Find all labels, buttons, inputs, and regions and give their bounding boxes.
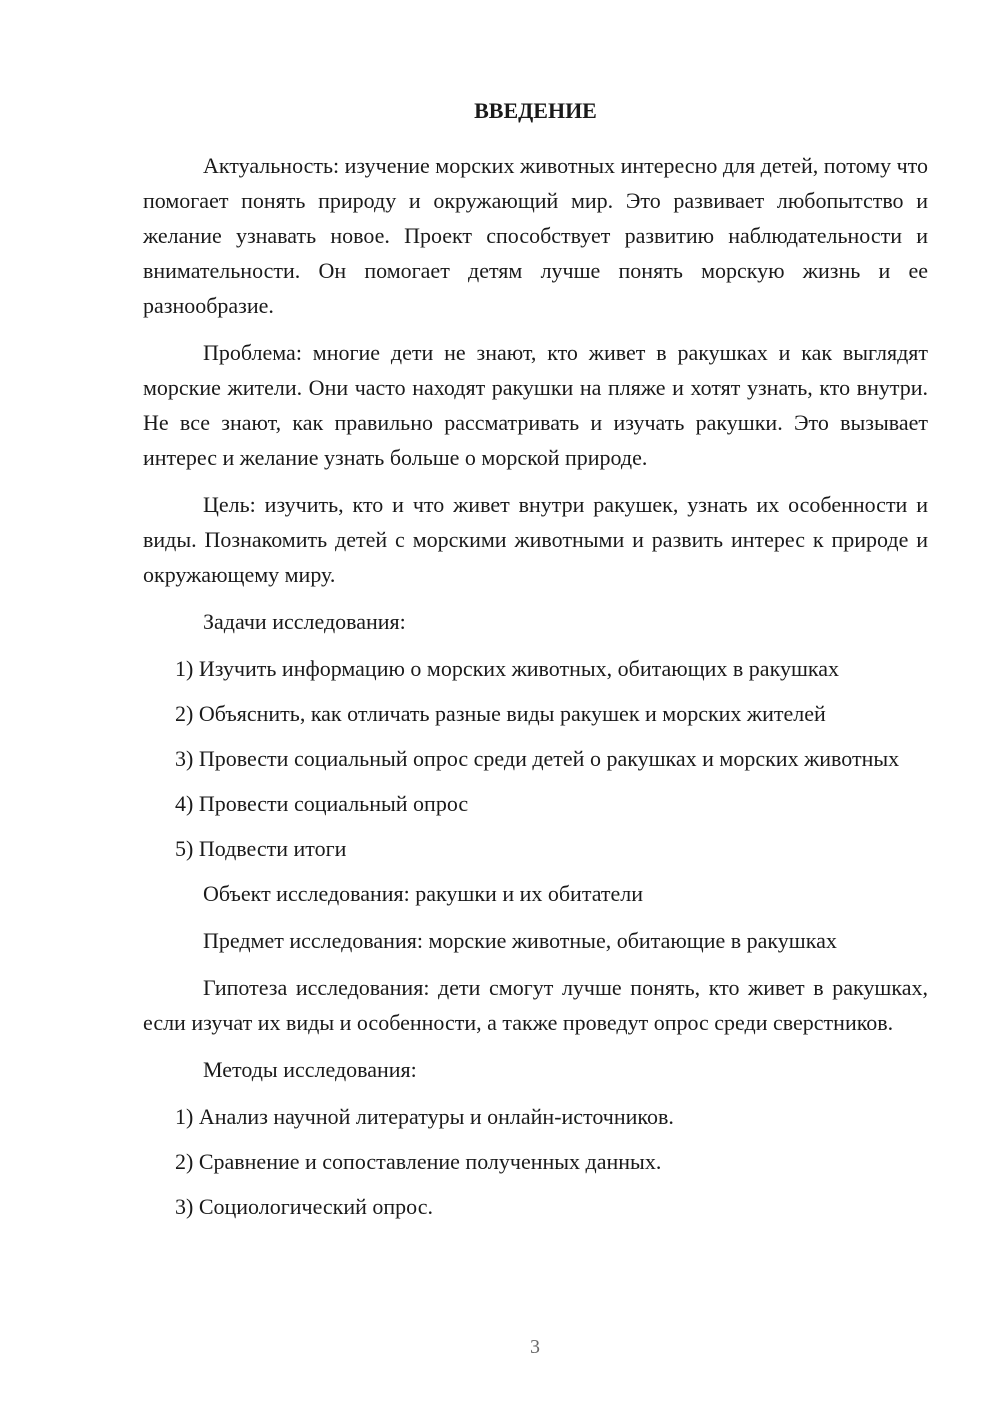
section-heading: ВВЕДЕНИЕ — [474, 98, 597, 123]
task-item-2: 2) Объяснить, как отличать разные виды ракушек и морских жителей — [175, 701, 826, 726]
page-number: 3 — [530, 1336, 540, 1358]
paragraph-object: Объект исследования: ракушки и их обитатели — [203, 881, 644, 906]
paragraph-problem: Проблема: многие дети не знают, кто живет в ракушках и как выглядят морские жители. Они часто находят ракушки на пляже и хотят узнать, кто внутри. Не все знают, как правильно рассматривать и изучать ракушки. Это вызывает интерес и желание узнать больше о морской природе. — [143, 340, 928, 470]
paragraph-hypothesis: Гипотеза исследования: дети смогут лучше понять, кто живет в ракушках, если изучат их виды и особенности, а также проведут опрос среди сверстников. — [143, 975, 928, 1035]
task-item-5: 5) Подвести итоги — [175, 836, 347, 861]
task-item-1: 1) Изучить информацию о морских животных, обитающих в ракушках — [175, 656, 840, 681]
tasks-title: Задачи исследования: — [203, 609, 406, 634]
paragraph-goal: Цель: изучить, кто и что живет внутри ракушек, узнать их особенности и виды. Познакомить детей с морскими животными и развить интерес к природе и окружающему миру. — [143, 492, 928, 587]
methods-title: Методы исследования: — [203, 1057, 417, 1082]
task-item-4: 4) Провести социальный опрос — [175, 791, 469, 816]
method-item-1: 1) Анализ научной литературы и онлайн-источников. — [175, 1104, 674, 1129]
method-item-2: 2) Сравнение и сопоставление полученных данных. — [175, 1149, 662, 1174]
task-item-3: 3) Провести социальный опрос среди детей о ракушках и морских животных — [175, 746, 900, 771]
document-page — [143, 96, 928, 1234]
method-item-3: 3) Социологический опрос. — [175, 1194, 433, 1219]
paragraph-subject: Предмет исследования: морские животные, обитающие в ракушках — [203, 928, 837, 953]
paragraph-relevance: Актуальность: изучение морских животных интересно для детей, потому что помогает понять природу и окружающий мир. Это развивает любопытство и желание узнавать новое. Проект способствует развитию наблюдательности и внимательности. Он помогает детям лучше понять морскую жизнь и ее разнообразие. — [143, 153, 928, 318]
